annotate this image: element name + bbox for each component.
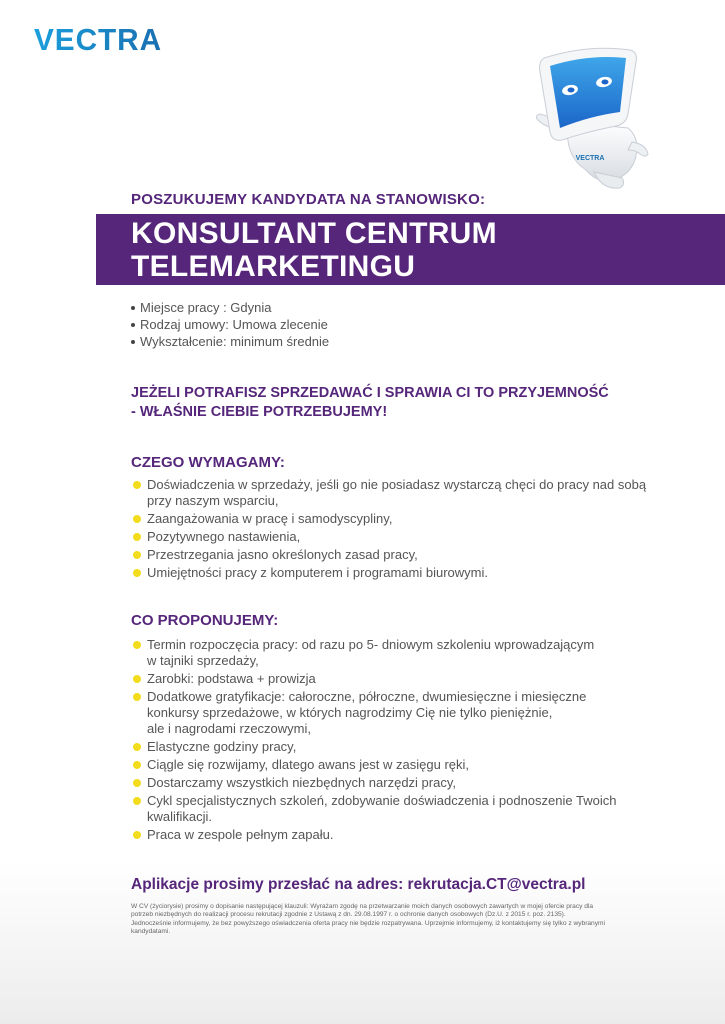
fact-contract: Rodzaj umowy: Umowa zlecenie [131,316,329,333]
list-item-text: ale i nagrodami rzeczowymi, [147,721,312,736]
position-subtitle: POSZUKUJEMY KANDYDATA NA STANOWISKO: [131,191,486,208]
list-item-text: Dodatkowe gratyfikacje: całoroczne, półroczne, dwumiesięczne i miesięczne [147,689,587,704]
list-item-text: Ciągle się rozwijamy, dlatego awans jest w zasięgu ręki, [147,757,470,772]
bullet-dot [131,340,135,344]
list-item-text: Zaangażowania w pracę i samodyscypliny, [147,511,393,526]
requirements-heading: CZEGO WYMAGAMY: [131,454,285,471]
bullet-icon [133,831,141,839]
offer-list [131,637,651,845]
list-item [131,565,651,581]
slogan-line-2: - WŁAŚNIE CIEBIE POTRZEBUJEMY! [131,404,388,420]
legal-line: potrzeb niezbędnych do realizacji procesu rekrutacji zgodnie z Ustawą z dn. 29.08.1997 r. o ochronie danych osobowych (Dz.U. z 2015 r. poz. 2135). [131,911,566,919]
slogan [131,384,651,422]
bullet-dot [131,323,135,327]
list-item [131,793,651,825]
legal-clause [131,903,631,936]
bullet-icon [133,779,141,787]
list-item-text: Termin rozpoczęcia pracy: od razu po 5- dniowym szkoleniu wprowadzającym [147,637,595,652]
list-item-text: Przestrzegania jasno określonych zasad pracy, [147,547,418,562]
bullet-icon [133,533,141,541]
bullet-dot [131,306,135,310]
list-item-text: Zarobki: podstawa + prowizja [147,671,316,686]
list-item-text: Dostarczamy wszystkich niezbędnych narzędzi pracy, [147,775,456,790]
list-item-text: Pozytywnego nastawienia, [147,529,301,544]
list-item-text: Elastyczne godziny pracy, [147,739,297,754]
job-facts [131,299,329,350]
list-item [131,689,651,737]
legal-line: W CV (życiorysie) prosimy o dopisanie następującej klauzuli: Wyrażam zgodę na przetwarzanie moich danych osobowych zawartych w mojej ofercie pracy dla [131,903,594,910]
list-item-text: Cykl specjalistycznych szkoleń, zdobywanie doświadczenia i podnoszenie Twoich [147,793,617,808]
list-item-text: kwalifikacji. [147,809,213,824]
slogan-line-1: JEŻELI POTRAFISZ SPRZEDAWAĆ I SPRAWIA CI TO PRZYJEMNOŚĆ [131,385,609,401]
list-item [131,511,651,527]
legal-line: kandydatami. [131,927,171,935]
list-item [131,529,651,545]
bullet-icon [133,743,141,751]
bullet-icon [133,675,141,683]
legal-line: Jednocześnie informujemy, że bez powyższego oświadczenia oferta pracy nie będzie rozpatrywana. Uprzejmie informujemy, iż kontaktujemy się tylko z wybranymi [131,919,605,927]
bullet-icon [133,481,141,489]
list-item-text: konkursy sprzedażowe, w których nagrodzimy Cię nie tylko pieniężnie, [147,705,553,720]
list-item [131,757,651,773]
list-item-text: Praca w zespole pełnym zapału. [147,827,334,842]
fact-location: Miejsce pracy : Gdynia [131,299,329,316]
list-item [131,671,651,687]
list-item [131,547,651,563]
list-item-text: w tajniki sprzedaży, [147,653,259,668]
list-item [131,827,651,843]
list-item-text: Doświadczenia w sprzedaży, jeśli go nie posiadasz wystarczą chęci do pracy nad sobą [147,477,647,492]
mascot-logo-label: VECTRA [575,155,605,162]
logo-wordmark: VECTRA [34,22,162,56]
bullet-icon [133,693,141,701]
bullet-icon [133,797,141,805]
fact-education: Wykształcenie: minimum średnie [131,333,329,350]
job-title [131,217,691,283]
bullet-icon [133,569,141,577]
list-item-text: przy naszym wsparciu, [147,493,279,508]
bullet-icon [133,641,141,649]
bullet-icon [133,761,141,769]
apply-instruction: Aplikacje prosimy przesłać na adres: rekrutacja.CT@vectra.pl [131,876,586,893]
list-item-text: Umiejętności pracy z komputerem i programami biurowymi. [147,565,488,580]
requirements-list [131,477,651,583]
vectra-logo [34,22,164,56]
list-item [131,637,651,669]
list-item [131,739,651,755]
job-title-line-1: KONSULTANT CENTRUM [131,217,497,250]
bullet-icon [133,551,141,559]
list-item [131,775,651,791]
list-item [131,477,651,509]
bullet-icon [133,515,141,523]
offer-heading: CO PROPONUJEMY: [131,612,279,629]
mascot-illustration [528,44,652,194]
job-title-line-2: TELEMARKETINGU [131,250,416,283]
